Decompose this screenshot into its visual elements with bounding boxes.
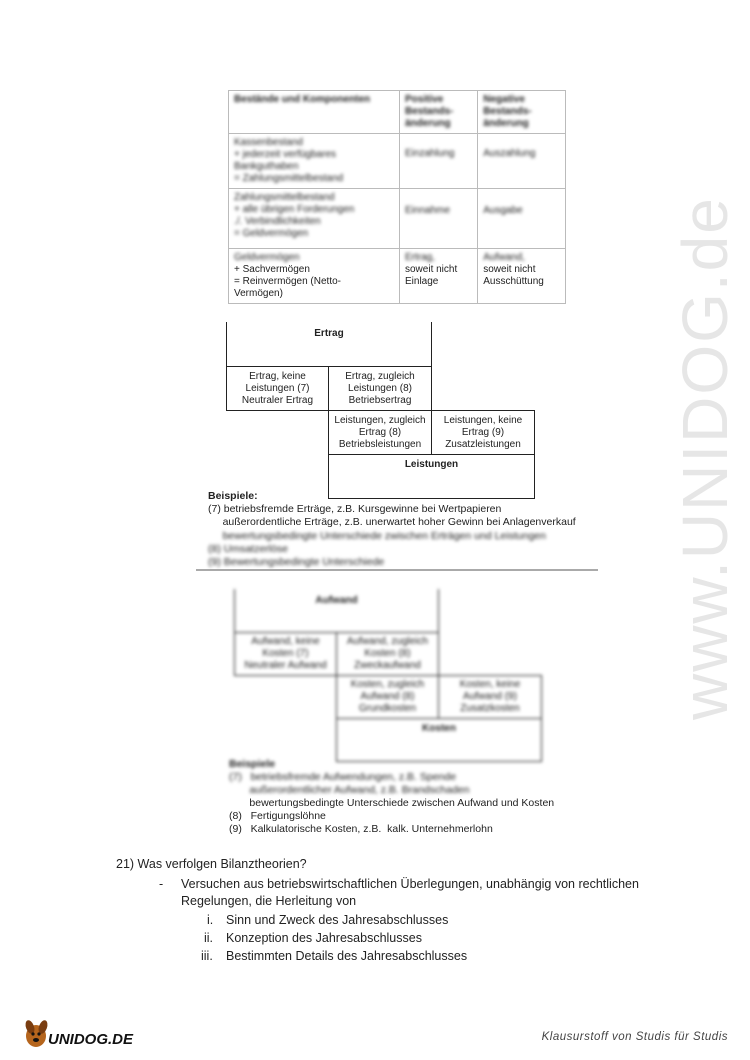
box-label: Kosten: [422, 723, 456, 734]
box-line: Grundkosten: [358, 703, 417, 714]
table-cell: [400, 189, 478, 249]
bullet-line: Regelungen, die Herleitung von: [181, 894, 357, 908]
table-cell: [400, 249, 478, 304]
box-line: Betriebsertrag: [348, 395, 412, 406]
cell-line: = Reinvermögen (Netto-: [234, 276, 341, 287]
box-line: Leistungen (7): [245, 383, 310, 394]
example-line: außerordentliche Erträge, z.B. unerwartet hoher Gewinn bei Anlagenverkauf: [208, 516, 576, 528]
box-line: Betriebsleistungen: [338, 439, 422, 450]
box-line: Zusatzleistungen: [445, 439, 521, 450]
list-item-text: Konzeption des Jahresabschlusses: [226, 931, 422, 945]
cell-line: + alle übrigen Forderungen: [234, 204, 355, 215]
bestands-table: [228, 90, 566, 304]
example-line: außerordentlicher Aufwand, z.B. Brandschaden: [229, 784, 470, 796]
box-line: Kosten (8): [364, 648, 411, 659]
cell-line: Geldvermögen: [234, 252, 300, 263]
table-header-row: [229, 91, 566, 134]
cell-line: + jederzeit verfügbares: [234, 149, 337, 160]
box-line: Leistungen (8): [348, 383, 412, 394]
bullet-marker: -: [159, 877, 164, 891]
table-cell: [229, 134, 400, 189]
cell-line: Auszahlung: [483, 148, 536, 159]
cell-line: = Geldvermögen: [234, 228, 309, 239]
box-line: Neutraler Ertrag: [241, 395, 314, 406]
cell-line: = Zahlungsmittelbestand: [234, 173, 344, 184]
example-line: bewertungsbedingte Unterschiede zwischen Aufwand und Kosten: [229, 797, 555, 809]
box-line: Neutraler Aufwand: [244, 660, 327, 671]
bullet-line: Versuchen aus betriebswirtschaftlichen Überlegungen, unabhängig von rechtlichen: [181, 877, 639, 891]
list-item-num: iii.: [201, 949, 213, 963]
table-cell: [478, 134, 566, 189]
cell-line: Vermögen): [234, 288, 283, 299]
box-line: Zusatzkosten: [460, 703, 520, 714]
box-label: Leistungen: [404, 459, 459, 470]
table-cell: [478, 189, 566, 249]
unidog-logo: [22, 1014, 152, 1050]
table-row: [229, 134, 566, 189]
box-line: Ertrag, keine: [249, 371, 306, 382]
example-line: (8) Fertigungslöhne: [229, 810, 326, 822]
aufwand-top-box: [234, 589, 439, 633]
box-line: Leistungen, keine: [443, 415, 523, 426]
list-item-text: Bestimmten Details des Jahresabschlusses: [226, 949, 468, 963]
ertrag-mid-bottom-box: [328, 410, 432, 455]
question-title: 21) Was verfolgen Bilanztheorien?: [116, 857, 307, 871]
example-line: bewertungsbedingte Unterschiede zwischen Erträgen und Leistungen: [208, 530, 546, 542]
list-item-text: Sinn und Zweck des Jahresabschlusses: [226, 913, 449, 927]
example-line: (9) Bewertungsbedingte Unterschiede: [208, 556, 385, 568]
box-line: Zweckaufwand: [354, 660, 421, 671]
kosten-bottom-box: [336, 718, 542, 762]
cell-line: Ausschüttung: [483, 276, 544, 287]
box-line: Leistungen, zugleich: [334, 415, 426, 426]
logo-text: UNIDOG.DE: [48, 1031, 134, 1048]
box-line: Kosten, zugleich: [350, 679, 425, 690]
aufwand-mid-bottom-box: [336, 675, 439, 719]
cell-line: Einnahme: [405, 205, 451, 216]
ertrag-right-box: [431, 410, 535, 455]
divider: [196, 569, 598, 571]
box-line: Ertrag, zugleich: [345, 371, 415, 382]
aufwand-mid-top-box: [336, 632, 439, 676]
box-line: Kosten, keine: [459, 679, 521, 690]
box-line: Aufwand, keine: [251, 636, 320, 647]
footer-tagline: Klausurstoff von Studis für Studis: [541, 1031, 728, 1043]
table-header-cell: Positive Bestands-änderung: [400, 91, 478, 134]
cell-line: ./. Verbindlichkeiten: [234, 216, 321, 227]
table-cell: [478, 249, 566, 304]
box-line: Aufwand, zugleich: [346, 636, 429, 647]
aufwand-examples-title: Beispiele: [229, 758, 276, 770]
watermark-text: www.UNIDOG.de: [669, 196, 741, 720]
box-line: Kosten (7): [262, 648, 309, 659]
ertrag-top-box: [226, 322, 432, 367]
box-line: Aufwand (9): [463, 691, 517, 702]
cell-line: Einlage: [405, 276, 439, 287]
table-header-cell: Negative Bestands-änderung: [478, 91, 566, 134]
dog-icon: [22, 1014, 152, 1050]
ertrag-mid-top-box: [328, 366, 432, 411]
example-line: (8) Umsatzerlöse: [208, 543, 288, 555]
aufwand-right-box: [438, 675, 542, 719]
table-cell: [400, 134, 478, 189]
aufwand-left-box: [234, 632, 337, 676]
cell-line: soweit nicht: [405, 264, 458, 275]
cell-line: Einzahlung: [405, 148, 455, 159]
ertrag-examples-title: Beispiele:: [208, 490, 258, 502]
cell-line: Zahlungsmittelbestand: [234, 192, 335, 203]
table-row: [229, 189, 566, 249]
leistungen-bottom-box: [328, 454, 535, 499]
box-label: Aufwand: [315, 595, 358, 606]
cell-line: Ausgabe: [483, 205, 523, 216]
table-header-cell: Bestände und Komponenten: [229, 91, 400, 134]
cell-line: + Sachvermögen: [234, 264, 310, 275]
cell-line: Kassenbestand: [234, 137, 303, 148]
list-item-num: i.: [207, 913, 214, 927]
table-cell: [229, 249, 400, 304]
cell-line: Aufwand,: [483, 252, 525, 263]
list-item-num: ii.: [204, 931, 214, 945]
table-cell: [229, 189, 400, 249]
example-line: (7) betriebsfremde Aufwendungen, z.B. Spende: [229, 771, 457, 783]
box-label: Ertrag: [314, 328, 344, 339]
box-line: Ertrag (8): [358, 427, 402, 438]
ertrag-left-box: [226, 366, 329, 411]
box-line: Ertrag (9): [461, 427, 505, 438]
cell-line: Ertrag,: [405, 252, 436, 263]
table-row: [229, 249, 566, 304]
cell-line: Bankguthaben: [234, 161, 299, 172]
example-line: (9) Kalkulatorische Kosten, z.B. kalk. Unternehmerlohn: [229, 823, 493, 835]
box-line: Aufwand (8): [360, 691, 415, 702]
cell-line: soweit nicht: [483, 264, 536, 275]
example-line: (7) betriebsfremde Erträge, z.B. Kursgewinne bei Wertpapieren: [208, 503, 502, 515]
